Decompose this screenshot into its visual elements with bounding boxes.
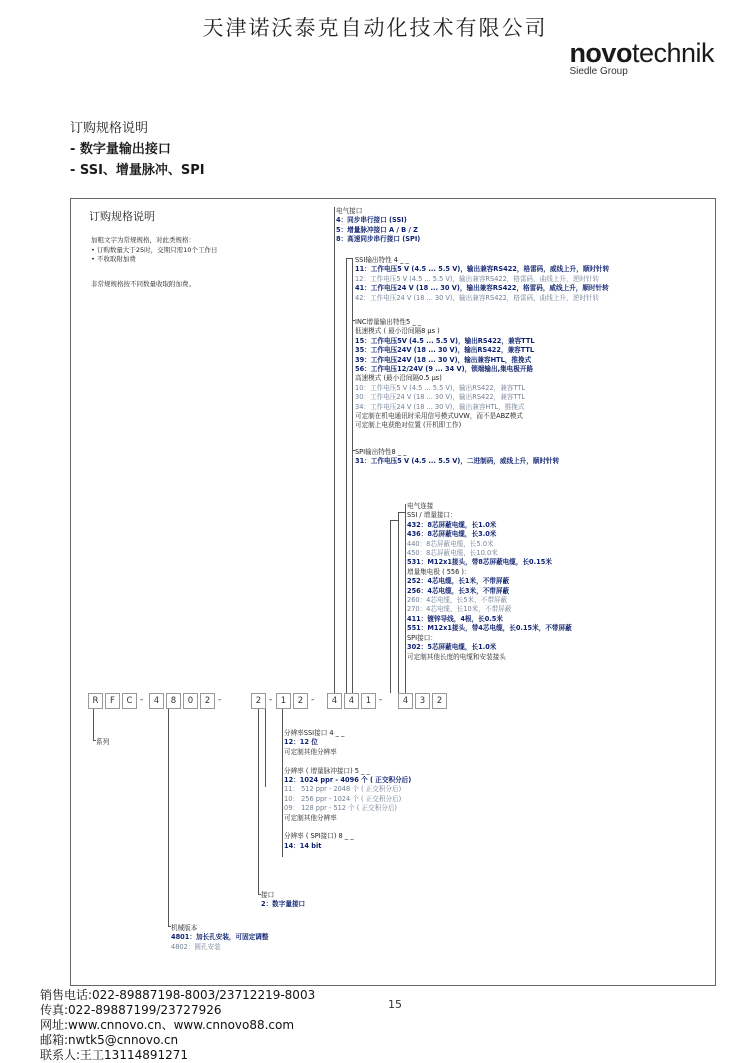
connector-line <box>334 207 335 693</box>
figure-title: 订购规格说明 <box>89 210 155 223</box>
resolution-line: 可定制其他分辨率 <box>284 813 337 822</box>
connector-line <box>346 258 353 259</box>
contact-line: 传真:022-89887199/23727926 <box>40 1003 222 1017</box>
code-char: 2 <box>200 693 215 709</box>
resolution-line: 分辨率 ( SPI接口) 8 _ _ <box>284 832 354 841</box>
connection-line: 270：4芯电缆，长10米，不带屏蔽 <box>407 605 512 614</box>
resolution-line: 10： 256 ppr - 1024 个 ( 正交积分后) <box>284 794 402 803</box>
resolution-line: 分辨率SSI接口 4 _ _ <box>284 729 345 737</box>
ssi-output-line: 41：工作电压24 V (18 ... 30 V)，输出兼容RS422，格雷码，威线上升，顺时针转 <box>355 284 609 293</box>
connection-line: SPI接口： <box>407 633 437 642</box>
interface-line: 2：数字量接口 <box>261 900 306 909</box>
inc-output-line: 可定制上电获绝对位置 (开机即工作) <box>355 421 462 430</box>
resolution-line: 14：14 bit <box>284 841 322 850</box>
inc-output-line: 30：工作电压24 V (18 ... 30 V)，输出RS422，兼容TTL <box>355 393 525 402</box>
standard-spec-note <box>91 236 217 265</box>
connection-line: 411：镀锌导线，4根，长0.5米 <box>407 614 503 623</box>
ssi-output-line: SSI输出特性 4 _ _ <box>355 256 409 264</box>
resolution-line: 可定制其他分辨率 <box>284 747 337 756</box>
connector-line <box>282 707 283 857</box>
connection-line: 531：M12x1接头，带8芯屏蔽电缆，长0.15米 <box>407 558 552 567</box>
code-char: 4 <box>398 693 413 709</box>
series-block <box>96 738 109 747</box>
connection-line: 电气连接 <box>407 502 434 510</box>
connector-line <box>258 707 259 895</box>
inc-output-block <box>355 318 535 431</box>
contact-info <box>40 988 315 1063</box>
electrical-interface-block <box>336 207 420 245</box>
contact-line: 网址:www.cnnovo.cn、www.cnnovo88.com <box>40 1018 295 1032</box>
note-line: • 不收取附加费 <box>91 255 136 263</box>
contact-line: 联系人:王工13114891271 <box>40 1048 189 1062</box>
inc-output-line: 10：工作电压5 V (4.5 ... 5.5 V)，输出RS422，兼容TTL <box>355 383 525 392</box>
note-line: 加粗文字为常规规格，对此类规格： <box>91 236 195 244</box>
connector-line <box>405 504 406 693</box>
connector-line <box>265 707 266 787</box>
code-char: 1 <box>276 693 291 709</box>
resolution-line: 12：12 位 <box>284 738 318 747</box>
connection-line: 252：4芯电缆，长1米，不带屏蔽 <box>407 577 510 586</box>
code-char: C <box>122 693 137 709</box>
series-line: 系列 <box>96 738 110 746</box>
connection-line: 440：8芯屏蔽电缆，长5.0米 <box>407 539 494 548</box>
intro-line-1: 订购规格说明 <box>70 121 149 136</box>
code-char: 3 <box>415 693 430 709</box>
resolution-line: 11： 512 ppr - 2048 个 ( 正交积分后) <box>284 785 402 794</box>
logo-bold-text: novo <box>569 38 632 68</box>
surcharge-note: 非常规规格按不同数量收取附加费。 <box>91 280 195 288</box>
interface-block <box>261 891 305 910</box>
code-char: 2 <box>432 693 447 709</box>
connector-line <box>346 258 347 693</box>
connection-line: 256：4芯电缆，长3米，不带屏蔽 <box>407 586 510 595</box>
connection-line: 302：5芯屏蔽电缆，长1.0米 <box>407 643 497 652</box>
ssi-output-line: 12：工作电压5 V (4.5 ... 5.5 V)，输出兼容RS422，格雷码，曲线上升，逆时针转 <box>355 274 600 283</box>
mech-version-line: 4802：圆孔安装 <box>171 942 221 951</box>
connector-line <box>398 512 405 513</box>
connector-line <box>352 320 355 321</box>
code-char: R <box>88 693 103 709</box>
connector-line <box>258 894 261 895</box>
resolution-line: 09： 128 ppr - 512 个 ( 正交积分后) <box>284 804 397 813</box>
connector-line <box>93 707 94 741</box>
ssi-output-block <box>355 256 609 303</box>
code-dash: - <box>269 695 273 705</box>
inc-output-line: 56：工作电压12/24V (9 ... 34 V)，锁端输出,集电极开路 <box>355 365 534 374</box>
page-number: 15 <box>388 998 402 1011</box>
inc-output-line: 34：工作电压24 V (18 ... 30 V)，输出兼容HTL，推挽式 <box>355 402 525 411</box>
intro-heading <box>70 118 205 181</box>
code-char: 2 <box>293 693 308 709</box>
code-dash: - <box>140 695 144 705</box>
code-char: F <box>105 693 120 709</box>
company-name: 天津诺沃泰克自动化技术有限公司 <box>202 16 548 40</box>
mech-version-line: 4801：加长孔安装，可固定调整 <box>171 933 269 942</box>
ordering-figure-frame <box>70 198 716 986</box>
code-dash: - <box>311 695 315 705</box>
code-dash: - <box>379 695 383 705</box>
electrical-interface-line: 4：同步串行接口 (SSI) <box>336 216 407 225</box>
code-char: 4 <box>344 693 359 709</box>
code-char: 0 <box>183 693 198 709</box>
connection-block <box>407 502 572 662</box>
connection-line: 增量集电极 ( 556 )： <box>407 567 471 576</box>
code-char: 1 <box>361 693 376 709</box>
spi-output-block <box>355 448 559 467</box>
note-line: • 订购数量大于25时，交期只需10个工作日 <box>91 245 218 254</box>
resolution-line: 分辨率 ( 增量脉冲接口) 5 _ _ <box>284 766 370 775</box>
connector-line <box>93 740 96 741</box>
logo-light-text: technik <box>631 38 714 68</box>
interface-line: 接口 <box>261 891 275 899</box>
intro-line-2: - 数字量输出接口 <box>70 142 171 157</box>
code-char: 4 <box>327 693 342 709</box>
code-char: 4 <box>149 693 164 709</box>
ssi-output-line: 11：工作电压5 V (4.5 ... 5.5 V)，输出兼容RS422，格雷码，威线上升，顺时针转 <box>355 265 610 274</box>
connection-line: 450：8芯屏蔽电缆，长10.0米 <box>407 549 498 558</box>
logo-subtitle: Siedle Group <box>569 66 628 77</box>
code-char: 2 <box>251 693 266 709</box>
contact-line: 邮箱:nwtk5@cnnovo.cn <box>40 1033 179 1047</box>
spi-output-line: SPI输出特性8 _ _ <box>355 448 407 456</box>
inc-output-line: 15：工作电压5V (4.5 ... 5.5 V)，输出RS422，兼容TTL <box>355 336 535 345</box>
electrical-interface-line: 8：高速同步串行接口 (SPI) <box>336 235 421 244</box>
code-dash: - <box>218 695 222 705</box>
connector-line <box>390 520 391 693</box>
connector-line <box>390 520 398 521</box>
connector-line <box>168 707 169 927</box>
inc-output-line: 35：工作电压24V (18 ... 30 V)，输出RS422，兼容TTL <box>355 346 535 355</box>
electrical-interface-line: 5：增量脉冲接口 A / B / Z <box>336 225 418 234</box>
inc-output-line: INC增量输出特性5 _ _ <box>355 318 422 326</box>
ssi-output-line: 42：工作电压24 V (18 ... 30 V)，输出兼容RS422，格雷码，曲线上升，逆时针转 <box>355 293 600 302</box>
connection-line: 436：8芯屏蔽电缆，长3.0米 <box>407 530 497 539</box>
mech-version-line: 机械版本 <box>171 924 198 932</box>
connector-line <box>352 450 355 451</box>
inc-output-line: 高速模式 (最小沿间隔0.5 µs) <box>355 374 442 383</box>
connection-line: 可定制其他长度的电缆和安装接头 <box>407 652 506 661</box>
connector-line <box>168 926 171 927</box>
resolution-line: 12：1024 ppr - 4096 个 ( 正交积分后) <box>284 776 412 785</box>
inc-output-line: 低速模式 ( 最小沿间隔8 µs ) <box>355 327 440 336</box>
resolution-line <box>284 757 411 766</box>
connector-line <box>398 512 399 693</box>
intro-line-3: - SSI、增量脉冲、SPI <box>70 163 205 178</box>
electrical-interface-line: 电气接口 <box>336 207 363 215</box>
connection-line: SSI / 增量接口： <box>407 511 457 520</box>
connection-line: 260：4芯电缆，长5米，不带屏蔽 <box>407 596 508 605</box>
contact-line: 销售电话:022-89887198-8003/23712219-8003 <box>40 988 316 1002</box>
order-code <box>88 693 458 707</box>
code-char: 8 <box>166 693 181 709</box>
inc-output-line: 可定制在机电通讯时采用信号模式UVW，而不是ABZ模式 <box>355 412 523 421</box>
connection-line: 551：M12x1接头，带4芯电缆，长0.15米，不带屏蔽 <box>407 624 572 633</box>
resolution-block <box>284 729 411 851</box>
novotechnik-logo <box>569 40 714 77</box>
connection-line: 432：8芯屏蔽电缆，长1.0米 <box>407 520 497 529</box>
spi-output-line: 31：工作电压5 V (4.5 ... 5.5 V)，二进制码，威线上升，顺时针转 <box>355 457 560 466</box>
inc-output-line: 39：工作电压24V (18 ... 30 V)，输出兼容HTL，推挽式 <box>355 355 532 364</box>
mech-version-block <box>171 924 268 952</box>
connector-line <box>352 258 353 693</box>
